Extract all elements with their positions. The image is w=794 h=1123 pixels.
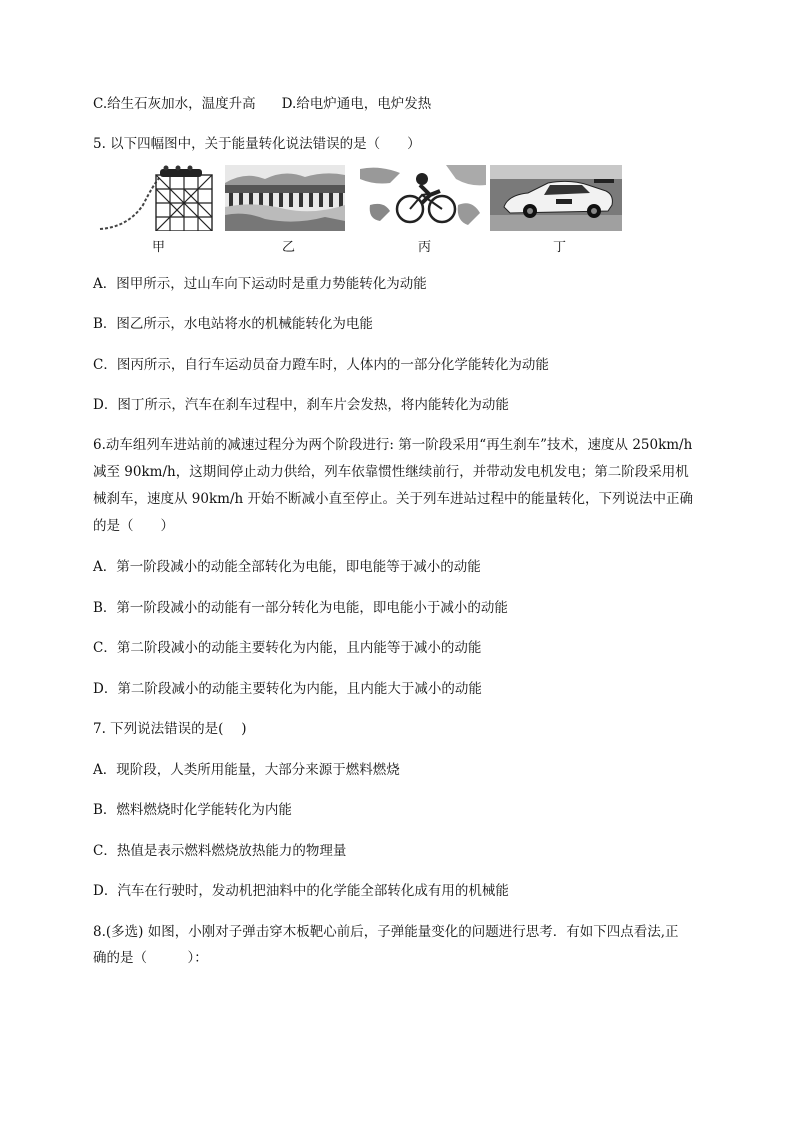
q8-stem-line-1: 8.(多选) 如图，小刚对子弹击穿木板靶心前后，子弹能量变化的问题进行思考．有如下四点看法,正 xyxy=(93,924,679,940)
q7-option-c: C．热值是表示燃料燃烧放热能力的物理量 xyxy=(93,843,347,859)
q6-option-a: A．第一阶段减小的动能全部转化为电能，即电能等于减小的动能 xyxy=(93,559,481,575)
image-caption-bing: 丙 xyxy=(418,240,432,255)
q6-stem-line-2: 减至 90km/h，这期间停止动力供给，列车依靠惯性继续前行，并带动发电机发电；第二阶段采用机 xyxy=(93,464,689,480)
q6-stem-line-3: 械刹车，速度从 90km/h 开始不断减小直至停止。关于列车进站过程中的能量转化，下列说法中正确 xyxy=(93,491,693,507)
cyclist-image xyxy=(360,165,486,231)
q6-stem-line-1: 6.动车组列车进站前的减速过程分为两个阶段进行: 第一阶段采用“再生刹车”技术，速度从 250km/h xyxy=(93,437,693,453)
q5-stem: 5. 以下四幅图中，关于能量转化说法错误的是（ ） xyxy=(93,136,421,152)
q5-option-d: D．图丁所示，汽车在刹车过程中，刹车片会发热，将内能转化为动能 xyxy=(93,397,509,413)
hydropower-dam-image xyxy=(225,165,345,231)
q4-option-d: D.给电炉通电，电炉发热 xyxy=(281,96,432,112)
q5-option-a: A．图甲所示，过山车向下运动时是重力势能转化为动能 xyxy=(93,276,427,292)
q7-option-d: D．汽车在行驶时，发动机把油料中的化学能全部转化成有用的机械能 xyxy=(93,883,509,899)
race-car-image xyxy=(490,165,622,231)
q6-option-c: C．第二阶段减小的动能主要转化为内能，且内能等于减小的动能 xyxy=(93,640,482,656)
q5-option-b: B．图乙所示，水电站将水的机械能转化为电能 xyxy=(93,316,373,332)
q4-option-c: C.给生石灰加水，温度升高 xyxy=(93,96,256,112)
q7-stem: 7. 下列说法错误的是( ) xyxy=(93,721,247,737)
q6-stem-line-4: 的是（ ） xyxy=(93,518,174,534)
roller-coaster-image xyxy=(98,165,216,231)
image-caption-yi: 乙 xyxy=(282,240,296,255)
image-caption-jia: 甲 xyxy=(152,240,166,255)
q4-options-row xyxy=(93,94,431,114)
q7-option-a: A．现阶段，人类所用能量，大部分来源于燃料燃烧 xyxy=(93,762,400,778)
q6-option-d: D．第二阶段减小的动能主要转化为内能，且内能大于减小的动能 xyxy=(93,681,482,697)
q7-option-b: B．燃料燃烧时化学能转化为内能 xyxy=(93,802,292,818)
q5-option-c: C．图丙所示，自行车运动员奋力蹬车时，人体内的一部分化学能转化为动能 xyxy=(93,357,549,373)
q8-stem-line-2: 确的是（ ）： xyxy=(93,950,208,966)
q6-option-b: B．第一阶段减小的动能有一部分转化为电能，即电能小于减小的动能 xyxy=(93,600,508,616)
image-caption-ding: 丁 xyxy=(553,240,567,255)
